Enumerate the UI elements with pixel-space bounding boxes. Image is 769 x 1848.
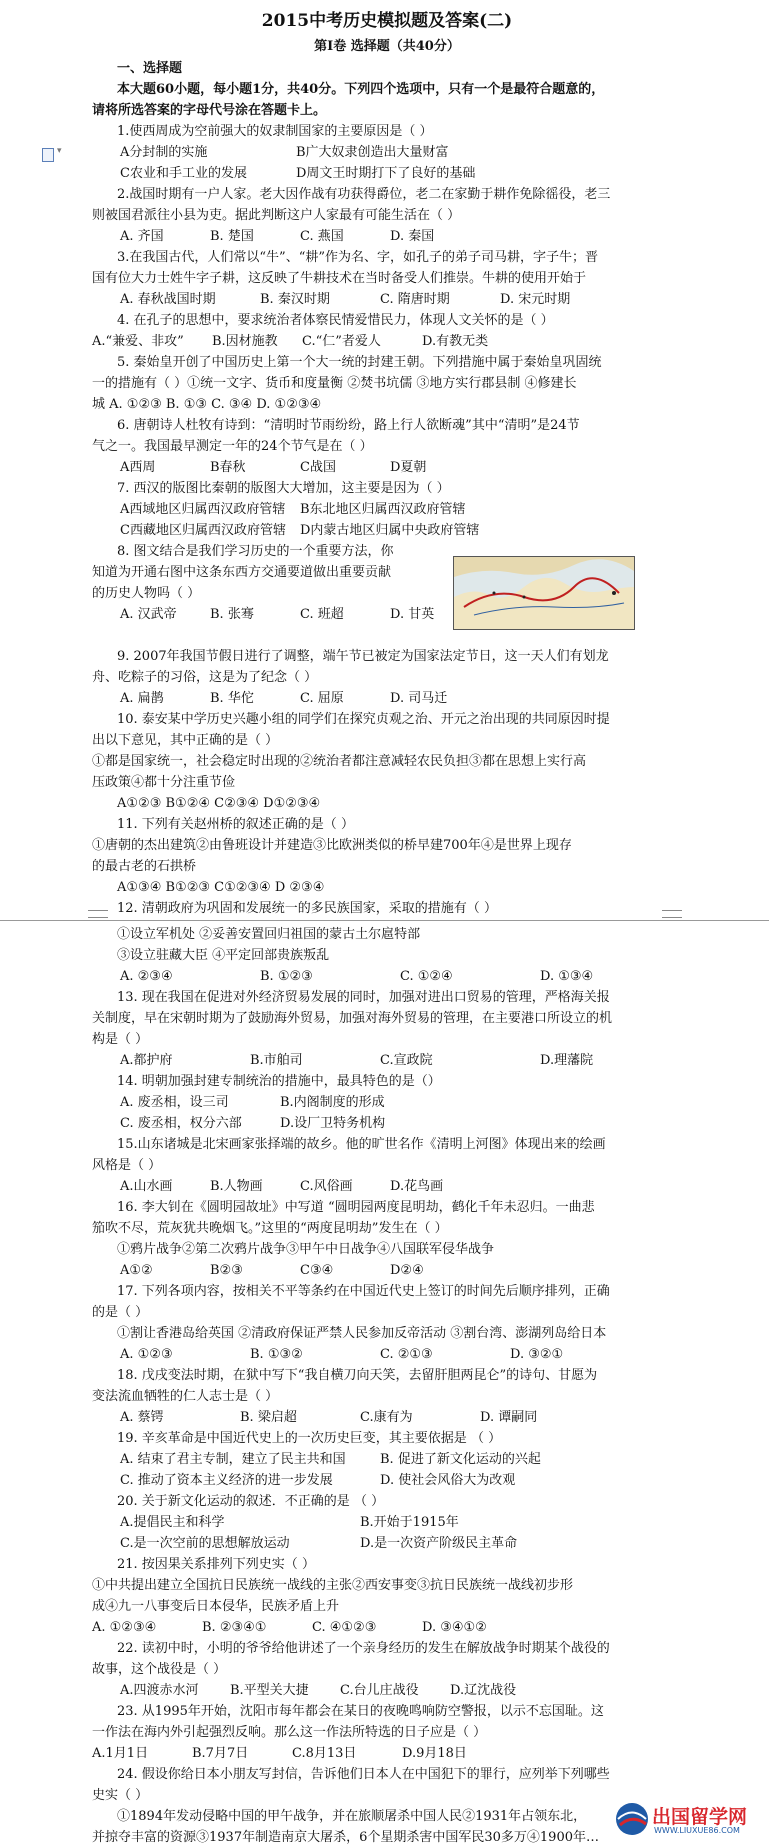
question-stem: 11. 下列有关赵州桥的叙述正确的是（ ）: [117, 817, 354, 832]
option-row: [92, 1344, 682, 1365]
option-a: A. ①②③④: [92, 1620, 157, 1635]
option-b: B.内阁制度的形成: [280, 1095, 385, 1110]
option-a: A西周: [120, 460, 156, 475]
question-stem: 出以下意见，其中正确的是（ ）: [92, 733, 279, 748]
watermark-logo: [612, 1798, 769, 1840]
question-stem: 的是（ ）: [92, 1305, 149, 1320]
question-stem: 14. 明朝加强封建专制统治的措施中，最具特色的是（）: [117, 1074, 441, 1089]
question-stem: 1.使西周成为空前强大的奴隶制国家的主要原因是（ ）: [117, 124, 433, 139]
question-stem: 知道为开通右图中这条东西方交通要道做出重要贡献: [92, 565, 392, 580]
option-d: D.9月18日: [402, 1746, 467, 1761]
option-b: B.市舶司: [250, 1053, 303, 1068]
question-stem: 气之一。我国最早测定一年的24个节气是在（ ）: [92, 439, 373, 454]
option-c: C西藏地区归属西汉政府管辖: [120, 523, 286, 538]
map-icon: [454, 557, 634, 629]
question-stem: 19. 辛亥革命是中国近代史上的一次历史巨变，其主要依据是 （ ）: [117, 1431, 502, 1446]
question-stem: 13. 现在我国在促进对外经济贸易发展的同时，加强对进出口贸易的管理，严格海关报: [117, 990, 610, 1005]
option-c: C③④: [300, 1263, 334, 1278]
question-stem: 史实（ ）: [92, 1788, 149, 1803]
option-d: D. 甘英: [390, 607, 435, 622]
question-stem: 城 A. ①②③ B. ①③ C. ③④ D. ①②③④: [92, 397, 322, 412]
question-stem: 5. 秦始皇开创了中国历史上第一个大一统的封建王朝。下列措施中属于秦始皇巩固统: [117, 355, 602, 370]
question-stem: 16. 李大钊在《圆明园故址》中写道 “圆明园两度昆明劫，鹤化千年未忍归。一曲悲: [117, 1200, 595, 1215]
option-c: C农业和手工业的发展: [120, 166, 247, 181]
option-c: C.康有为: [360, 1410, 413, 1425]
question-stem: 23. 从1995年开始，沈阳市每年都会在某日的夜晚鸣响防空警报，以示不忘国耻。这: [117, 1704, 604, 1719]
question-stem: 2.战国时期有一户人家。老大因作战有功获得爵位，老二在家勤于耕作免除徭役，老三: [117, 187, 611, 202]
lower-page: [92, 924, 682, 1848]
option-a: A.1月1日: [92, 1746, 149, 1761]
option-d: D.花鸟画: [390, 1179, 444, 1194]
option-row: [92, 1050, 682, 1071]
option-row: [92, 1533, 682, 1554]
question-stem: 笳吹不尽，荒灰犹共晚烟飞。”这里的“两度昆明劫”发生在（ ）: [92, 1221, 448, 1236]
option-row: [92, 1176, 682, 1197]
option-b: B.7月7日: [192, 1746, 249, 1761]
section-heading: 一、选择题: [117, 61, 183, 76]
option-c: C. 屈原: [300, 691, 344, 706]
question-stem: 舟、吃粽子的习俗，这是为了纪念（ ）: [92, 670, 318, 685]
option-row: [92, 1113, 682, 1134]
option-row: [92, 1617, 682, 1638]
option-row: [92, 1260, 682, 1281]
option-c: C.8月13日: [292, 1746, 357, 1761]
question-option-line: ③设立驻藏大臣 ④平定回部贵族叛乱: [117, 948, 330, 963]
question-stem: 10. 泰安某中学历史兴趣小组的同学们在探究贞观之治、开元之治出现的共同原因时提: [117, 712, 610, 727]
document-icon[interactable]: [42, 148, 54, 162]
option-b: B. 秦汉时期: [260, 292, 330, 307]
instruction-line: 本大题60小题，每小题1分，共40分。下列四个选项中，只有一个是最符合题意的，: [117, 82, 605, 97]
option-c: C.风俗画: [300, 1179, 353, 1194]
question-stem: 20. 关于新文化运动的叙述．不正确的是 （ ）: [117, 1494, 385, 1509]
option-c: C.“仁”者爱人: [302, 334, 381, 349]
option-a: A. 齐国: [120, 229, 164, 244]
option-row: [92, 520, 682, 541]
option-c: C.是一次空前的思想解放运动: [120, 1536, 290, 1551]
option-c: C. 废丞相，权分六部: [120, 1116, 242, 1131]
option-row: [92, 1407, 682, 1428]
option-row: [92, 163, 682, 184]
option-a: A. 结束了君主专制，建立了民主共和国: [120, 1452, 346, 1467]
question-stem: 17. 下列各项内容，按相关不平等条约在中国近代史上签订的时间先后顺序排列，正确: [117, 1284, 610, 1299]
question-stem: 的历史人物吗（ ）: [92, 586, 201, 601]
question-stem: 一作法在海内外引起强烈反响。那么这一作法所特选的日子应是（ ）: [92, 1725, 487, 1740]
option-row: [92, 289, 682, 310]
option-row: [92, 1512, 682, 1533]
option-a: A.提倡民主和科学: [120, 1515, 225, 1530]
question-stem: 风格是（ ）: [92, 1158, 162, 1173]
option-d: D. 谭嗣同: [480, 1410, 538, 1425]
option-row: [92, 226, 682, 247]
option-a: A. 春秋战国时期: [120, 292, 216, 307]
option-a: A.都护府: [120, 1053, 173, 1068]
option-d: D.理藩院: [540, 1053, 594, 1068]
question-stem: ①中共提出建立全国抗日民族统一战线的主张②西安事变③抗日民族统一战线初步形: [92, 1578, 574, 1593]
option-a: A. ①②③: [120, 1347, 173, 1362]
option-b: B②③: [210, 1263, 243, 1278]
question-stem: ①唐朝的杰出建筑②由鲁班设计并建造③比欧洲类似的桥早建700年④是世界上现存: [92, 838, 572, 853]
option-a: A. ②③④: [120, 969, 173, 984]
page-corner-mark: [88, 910, 108, 918]
option-row: A①③④ B①②③ C①②③④ D ②③④: [117, 880, 325, 895]
option-row: [92, 1092, 682, 1113]
option-c: C. ①②④: [400, 969, 453, 984]
upper-page: [92, 6, 682, 919]
document-title: 2015中考历史模拟题及答案(二): [261, 11, 513, 31]
option-c: C.台儿庄战役: [340, 1683, 419, 1698]
option-b: B春秋: [210, 460, 246, 475]
question-stem: 7. 西汉的版图比秦朝的版图大大增加，这主要是因为（ ）: [117, 481, 450, 496]
option-b: B. ②③④①: [202, 1620, 267, 1635]
option-a: A. 扁鹊: [120, 691, 164, 706]
question-stem: 成④九一八事变后日本侵华，民族矛盾上升: [92, 1599, 340, 1614]
option-d: D. 使社会风俗大为改观: [380, 1473, 516, 1488]
page-corner-mark: [662, 910, 682, 918]
question-stem: 变法流血牺牲的仁人志士是（ ）: [92, 1389, 279, 1404]
option-d: D. ③④①②: [422, 1620, 487, 1635]
option-c: C. ②①③: [380, 1347, 433, 1362]
logo-url: WWW.LIUXUE86.COM: [654, 1826, 740, 1835]
option-b: B.人物画: [210, 1179, 263, 1194]
option-b: B. 促进了新文化运动的兴起: [380, 1452, 541, 1467]
option-d: D.是一次资产阶级民主革命: [360, 1536, 518, 1551]
question-stem: 则被国君派往小县为吏。据此判断这户人家最有可能生活在（ ）: [92, 208, 461, 223]
option-d: D. 司马迁: [390, 691, 448, 706]
option-d: D. 宋元时期: [500, 292, 571, 307]
question-stem: ①割让香港岛给英国 ②清政府保证严禁人民参加反帝活动 ③割台湾、澎湖列岛给日本: [117, 1326, 607, 1341]
option-a: A西域地区归属西汉政府管辖: [120, 502, 286, 517]
option-a: A. 蔡锷: [120, 1410, 164, 1425]
option-a: A.“兼爱、非攻”: [92, 334, 184, 349]
question-stem: 9. 2007年我国节假日进行了调整，端午节已被定为国家法定节日，这一天人们有划龙: [117, 649, 609, 664]
page-break: [0, 920, 769, 921]
option-b: B.因材施教: [212, 334, 278, 349]
option-a: A.四渡赤水河: [120, 1683, 199, 1698]
option-a: A.山水画: [120, 1179, 173, 1194]
question-stem: 一的措施有（ ）①统一文字、货币和度量衡 ②焚书坑儒 ③地方实行郡县制 ④修建长: [92, 376, 577, 391]
question-stem: 15.山东诸城是北宋画家张择端的故乡。他的旷世名作《清明上河图》体现出来的绘画: [117, 1137, 606, 1152]
question-stem: 并掠夺丰富的资源③1937年制造南京大屠杀，6个星期杀害中国军民30多万④1900年…: [92, 1830, 599, 1845]
option-b: B东北地区归属西汉政府管辖: [300, 502, 466, 517]
option-row: [92, 1449, 682, 1470]
option-a: A分封制的实施: [120, 145, 208, 160]
option-a: A. 汉武帝: [120, 607, 177, 622]
option-b: B.开始于1915年: [360, 1515, 459, 1530]
silk-road-map-image: [453, 556, 635, 630]
section-subtitle: 第Ⅰ卷 选择题（共40分）: [314, 39, 460, 54]
question-stem: 4. 在孔子的思想中，要求统治者体察民情爱惜民力，体现人文关怀的是（ ）: [117, 313, 554, 328]
option-b: B. ①③②: [250, 1347, 303, 1362]
option-row: [92, 688, 682, 709]
question-stem: 故事，这个战役是（ ）: [92, 1662, 227, 1677]
option-b: B. 梁启超: [240, 1410, 297, 1425]
logo-name: 出国留学网: [652, 1806, 748, 1828]
option-row: [92, 1680, 682, 1701]
question-option-line: ①设立军机处 ②妥善安置回归祖国的蒙古土尔扈特部: [117, 927, 421, 942]
option-b: B.平型关大捷: [230, 1683, 309, 1698]
option-row: A①②③ B①②④ C②③④ D①②③④: [117, 796, 321, 811]
question-stem: ①鸦片战争②第二次鸦片战争③甲午中日战争④八国联军侵华战争: [117, 1242, 495, 1257]
question-stem: 8. 图文结合是我们学习历史的一个重要方法，你: [117, 544, 394, 559]
question-stem: ①1894年发动侵略中国的甲午战争，并在旅顺屠杀中国人民②1931年占领东北，: [117, 1809, 587, 1824]
question-stem: 3.在我国古代，人们常以“牛”、“耕”作为名、字，如孔子的弟子司马耕，字子牛；晋: [117, 250, 598, 265]
option-d: D.设厂卫特务机构: [280, 1116, 386, 1131]
question-stem: ①都是国家统一，社会稳定时出现的②统治者都注意减轻农民负担③都在思想上实行高: [92, 754, 587, 769]
option-d: D.辽沈战役: [450, 1683, 517, 1698]
option-c: C战国: [300, 460, 336, 475]
question-stem: 国有位大力士姓牛字子耕，这反映了牛耕技术在当时备受人们推崇。牛耕的使用开始于: [92, 271, 587, 286]
option-c: C. ④①②③: [312, 1620, 377, 1635]
option-row: [92, 1470, 682, 1491]
instruction-line: 请将所选答案的字母代号涂在答题卡上。: [92, 103, 327, 118]
option-row: [92, 142, 682, 163]
option-b: B. 楚国: [210, 229, 254, 244]
question-stem: 压政策④都十分注重节俭: [92, 775, 236, 790]
option-c: C.宣政院: [380, 1053, 433, 1068]
option-b: B. 华佗: [210, 691, 254, 706]
question-stem: 21. 按因果关系排列下列史实（ ）: [117, 1557, 315, 1572]
option-c: C. 推动了资本主义经济的进一步发展: [120, 1473, 333, 1488]
option-row: [92, 1743, 682, 1764]
option-b: B. 张骞: [210, 607, 254, 622]
question-stem: 18. 戊戌变法时期，在狱中写下“我自横刀向天笑，去留肝胆两昆仑”的诗句、甘愿为: [117, 1368, 598, 1383]
option-d: D. ③②①: [510, 1347, 564, 1362]
question-stem: 24. 假设你给日本小朋友写封信，告诉他们日本人在中国犯下的罪行，应列举下列哪些: [117, 1767, 610, 1782]
option-a: A. 废丞相，设三司: [120, 1095, 229, 1110]
option-d: D周文王时期打下了良好的基础: [296, 166, 476, 181]
option-d: D. ①③④: [540, 969, 594, 984]
option-c: C. 班超: [300, 607, 344, 622]
option-b: B广大奴隶创造出大量财富: [296, 145, 449, 160]
option-c: C. 燕国: [300, 229, 344, 244]
question-stem: 6. 唐朝诗人杜牧有诗到：“清明时节雨纷纷，路上行人欲断魂”其中“清明”是24节: [117, 418, 580, 433]
option-d: D.有教无类: [422, 334, 489, 349]
option-row: [92, 331, 682, 352]
option-d: D. 秦国: [390, 229, 435, 244]
option-row: [92, 457, 682, 478]
option-row: [92, 499, 682, 520]
question-stem: 构是（ ）: [92, 1032, 149, 1047]
question-stem: 22. 读初中时，小明的爷爷给他讲述了一个亲身经历的发生在解放战争时期某个战役的: [117, 1641, 610, 1656]
question-stem: 的最古老的石拱桥: [92, 859, 197, 874]
option-d: D夏朝: [390, 460, 427, 475]
option-row: [92, 966, 682, 987]
option-d: D②④: [390, 1263, 424, 1278]
question-stem: 12. 清朝政府为巩固和发展统一的多民族国家，采取的措施有（ ）: [117, 901, 497, 916]
option-c: C. 隋唐时期: [380, 292, 450, 307]
option-d: D内蒙古地区归属中央政府管辖: [300, 523, 480, 538]
question-stem: 关制度，早在宋朝时期为了鼓励海外贸易，加强对海外贸易的管理，在主要港口所设立的机: [92, 1011, 613, 1026]
option-b: B. ①②③: [260, 969, 313, 984]
option-a: A①②: [120, 1263, 153, 1278]
